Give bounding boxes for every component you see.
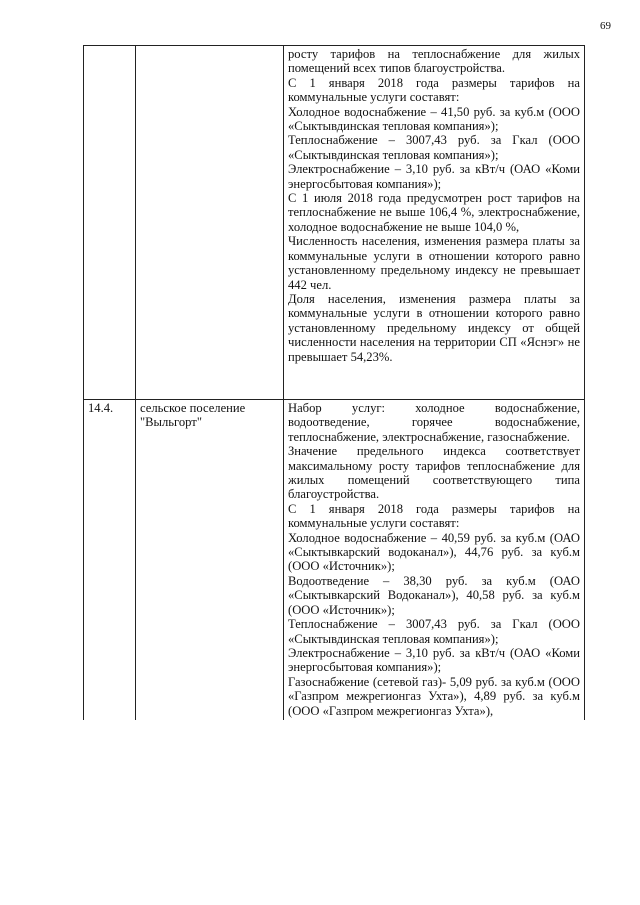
paragraph: Доля населения, изменения размера платы за коммунальные услуги в отношении которого равно установленному предельному индексу от общей численности населения на территории СП «Яснэг» не превышает 54,23%. — [288, 291, 580, 364]
table-row — [84, 400, 585, 720]
row-number: 14.4. — [84, 400, 136, 720]
paragraph: Теплоснабжение – 3007,43 руб. за Гкал (ООО «Сыктывдинская тепловая компания»); — [288, 133, 580, 162]
page-number: 69 — [600, 20, 611, 32]
paragraph: Электроснабжение – 3,10 руб. за кВт/ч (ОАО «Коми энергосбытовая компания»); — [288, 162, 580, 191]
municipality-cell — [136, 46, 284, 400]
paragraph: Электроснабжение – 3,10 руб. за кВт/ч (ОАО «Коми энергосбытовая компания»); — [288, 645, 580, 675]
paragraph: росту тарифов на теплоснабжение для жилых помещений всех типов благоустройства. — [288, 47, 580, 76]
municipality-name: "Выльгорт" — [140, 415, 202, 430]
paragraph: Холодное водоснабжение – 40,59 руб. за куб.м (ОАО «Сыктывкарский водоканал»), 44,76 руб. за куб.м (ООО «Источник»); — [288, 530, 580, 574]
paragraph: Значение предельного индекса соответствует максимальному росту тарифов теплоснабжение для жилых помещений соответствующего типа благоустройства. — [288, 444, 580, 502]
paragraph: Холодное водоснабжение – 41,50 руб. за куб.м (ООО «Сыктывдинская тепловая компания»); — [288, 104, 580, 134]
tariff-description-cell — [284, 46, 585, 400]
municipality-type-line — [140, 401, 279, 415]
table-row — [84, 46, 585, 400]
paragraph: Теплоснабжение – 3007,43 руб. за Гкал (ООО «Сыктывдинская тепловая компания»); — [288, 617, 580, 646]
paragraph: С 1 января 2018 года размеры тарифов на коммунальные услуги составят: — [288, 75, 580, 105]
paragraph: Численность населения, изменения размера платы за коммунальные услуги в отношении которого равно установленному предельному индексу не превышает 442 чел. — [288, 234, 580, 292]
paragraph: Водоотведение – 38,30 руб. за куб.м (ОАО «Сыктывкарский Водоканал»), 40,58 руб. за куб.м (ООО «Источник»); — [288, 573, 580, 617]
row-number — [84, 46, 136, 400]
paragraph: С 1 июля 2018 года предусмотрен рост тарифов на теплоснабжение не выше 106,4 %, электроснабжение, холодное водоснабжение не выше 104,0 %, — [288, 191, 580, 234]
tariff-table — [83, 45, 585, 720]
municipality-type: сельское поселение — [140, 401, 246, 415]
paragraph: Набор услуг: холодное водоснабжение, водоотведение, горячее водоснабжение, теплоснабжение, электроснабжение, газоснабжение. — [288, 401, 580, 444]
municipality-cell — [136, 400, 284, 720]
tariff-description-cell — [284, 400, 585, 720]
paragraph: С 1 января 2018 года размеры тарифов на коммунальные услуги составят: — [288, 501, 580, 531]
paragraph: Газоснабжение (сетевой газ)- 5,09 руб. за куб.м (ООО «Газпром межрегионгаз Ухта»), 4,89 руб. за куб.м (ООО «Газпром межрегионгаз Ухта»), — [288, 674, 580, 718]
